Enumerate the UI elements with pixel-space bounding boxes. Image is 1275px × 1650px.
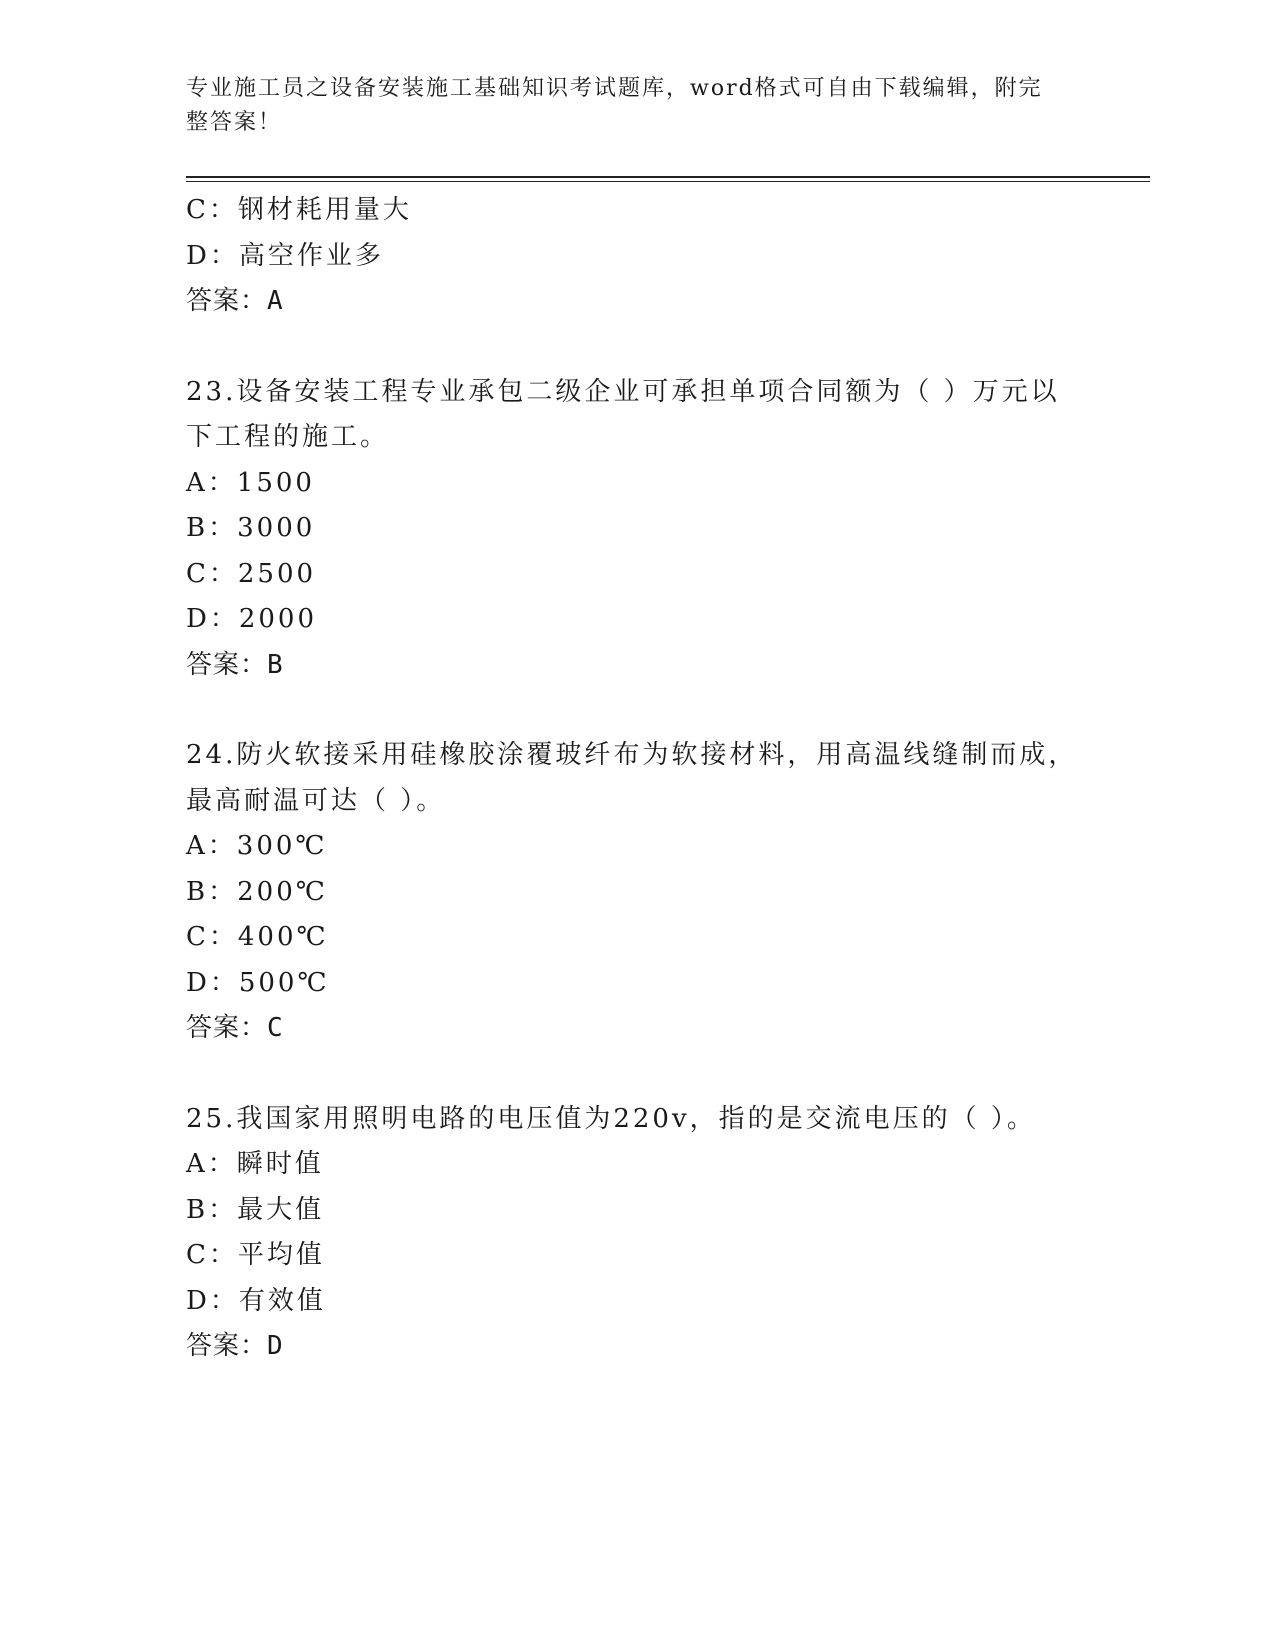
option-c: C：钢材耗用量大 [186,195,412,225]
header-divider-thin [186,181,1150,182]
option-a: A：瞬时值 [186,1149,324,1179]
option-b: B：最大值 [186,1194,325,1225]
question-stem: 25.我国家用照明电路的电压值为220v，指的是交流电压的（ ）。 [186,1103,1036,1134]
question-block-25 [186,1097,1086,1370]
option-a: A：1500 [186,467,315,498]
question-block-24 [186,733,1086,1052]
option-c: C：平均值 [186,1240,325,1270]
answer-line: 答案：B [186,649,284,680]
option-d: D：高空作业多 [186,240,384,271]
option-a: A：300℃ [186,831,328,861]
question-stem: 最高耐温可达（ ）。 [186,785,446,816]
document-header [186,72,1066,140]
header-line-1: 专业施工员之设备安装施工基础知识考试题库，word格式可自由下载编辑，附完 [186,76,1043,101]
option-d: D：500℃ [186,967,330,998]
option-c: C：400℃ [186,922,329,952]
question-stem: 23.设备安装工程专业承包二级企业可承担单项合同额为（ ）万元以 [186,376,1060,407]
option-c: C：2500 [186,558,317,589]
option-d: D：2000 [186,604,318,634]
option-d: D：有效值 [186,1285,326,1316]
question-stem: 下工程的施工。 [186,422,390,452]
option-b: B：3000 [186,513,316,543]
answer-line: 答案：A [186,286,284,316]
option-b: B：200℃ [186,876,328,907]
answer-line: 答案：D [186,1331,284,1361]
question-block-22 [186,188,1086,325]
header-divider-thick [186,176,1150,178]
header-line-2: 整答案！ [186,110,283,135]
question-block-23 [186,370,1086,689]
question-list [186,188,1086,1370]
answer-line: 答案：C [186,1013,284,1043]
question-stem: 24.防火软接采用硅橡胶涂覆玻纤布为软接材料，用高温线缝制而成， [186,740,1078,770]
